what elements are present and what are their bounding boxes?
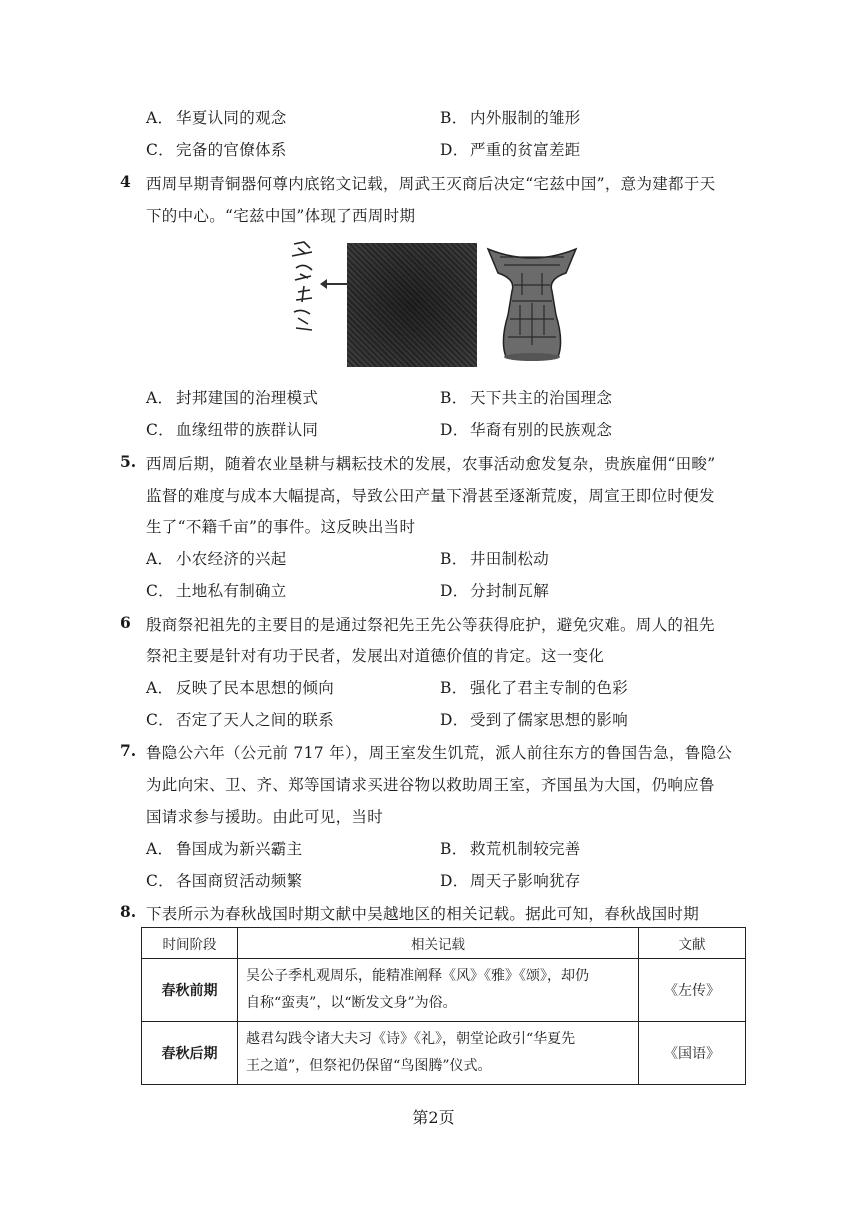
question-text: 西周后期，随着农业垦耕与耦耘技术的发展，农事活动愈发复杂，贵族雇佣“田畯”: [146, 455, 716, 473]
option-c: C． 土地私有制确立: [146, 582, 287, 600]
table-header: 文献: [639, 928, 746, 959]
table-cell-stage: 春秋后期: [142, 1022, 238, 1085]
option-c: C． 血缘纽带的族群认同: [146, 421, 319, 439]
option-a: A． 反映了民本思想的倾向: [146, 679, 335, 697]
option-a: A． 华夏认同的观念: [146, 109, 287, 127]
table-cell-record: 越君勾践令诸大夫习《诗》《礼》，朝堂论政引“华夏先 王之道”，但祭祀仍保留“鸟图腾”仪式。: [238, 1022, 639, 1085]
table-header-row: [142, 928, 746, 959]
table-cell-stage: 春秋前期: [142, 959, 238, 1022]
table-header: 时间阶段: [142, 928, 238, 959]
table-cell-source: 《左传》: [639, 959, 746, 1022]
option-c: C． 否定了天人之间的联系: [146, 711, 335, 729]
option-c: C． 各国商贸活动频繁: [146, 872, 303, 890]
table-row: [142, 959, 746, 1022]
question-text: 殷商祭祀祖先的主要目的是通过祭祀先王先公等获得庇护，避免灾难。周人的祖先: [146, 616, 715, 634]
page-number: 第2页: [412, 1108, 455, 1127]
question-text: 为此向宋、卫、齐、郑等国请求买进谷物以救助周王室，齐国虽为大国，仍响应鲁: [146, 776, 715, 794]
bronze-inscription-rubbing-image: [347, 243, 477, 367]
option-a: A． 小农经济的兴起: [146, 550, 287, 568]
question-text: 生了“不籍千亩”的事件。这反映出当时: [146, 518, 416, 536]
option-b: B． 天下共主的治国理念: [440, 389, 613, 407]
pointer-arrow-icon: [322, 283, 350, 285]
question-text: 鲁隐公六年（公元前 717 年），周王室发生饥荒，派人前往东方的鲁国告急，鲁隐公: [146, 744, 733, 762]
option-b: B． 强化了君主专制的色彩: [440, 679, 629, 697]
question-number: 4: [120, 172, 131, 191]
option-b: B． 内外服制的雏形: [440, 109, 581, 127]
option-a: A． 鲁国成为新兴霸主: [146, 840, 303, 858]
option-b: B． 井田制松动: [440, 550, 550, 568]
option-d: D．受到了儒家思想的影响: [440, 711, 629, 729]
question-number: 8.: [120, 902, 137, 921]
records-table: [141, 927, 746, 1085]
option-c: C． 完备的官僚体系: [146, 141, 287, 159]
table-header: 相关记载: [238, 928, 639, 959]
option-d: D．分封制瓦解: [440, 582, 550, 600]
question-number: 5.: [120, 452, 137, 471]
option-d: D．华裔有别的民族观念: [440, 421, 613, 439]
question-text: 监督的难度与成本大幅提高，导致公田产量下滑甚至逐渐荒废，周宣王即位时便发: [146, 487, 715, 505]
table-cell-record: 吴公子季札观周乐，能精准阐释《风》《雅》《颂》，却仍 自称“蛮夷”，以“断发文身”为俗。: [238, 959, 639, 1022]
table-row: [142, 1022, 746, 1085]
question-text: 下的中心。“宅兹中国”体现了西周时期: [146, 207, 416, 225]
question-text: 下表所示为春秋战国时期文献中吴越地区的相关记载。据此可知，春秋战国时期: [146, 905, 700, 923]
he-zun-vessel-image: [486, 245, 578, 363]
option-d: D．严重的贫富差距: [440, 141, 581, 159]
question-number: 7.: [120, 741, 137, 760]
question-text: 祭祀主要是针对有功于民者，发展出对道德价值的肯定。这一变化: [146, 647, 605, 665]
question-number: 6: [120, 613, 131, 632]
inscription-glyphs-image: [286, 238, 322, 338]
question-text: 西周早期青铜器何尊内底铭文记载，周武王灭商后决定“宅兹中国”，意为建都于天: [146, 175, 716, 193]
option-d: D．周天子影响犹存: [440, 872, 581, 890]
question-text: 国请求参与援助。由此可见，当时: [146, 808, 384, 826]
option-a: A． 封邦建国的治理模式: [146, 389, 319, 407]
table-cell-source: 《国语》: [639, 1022, 746, 1085]
option-b: B． 救荒机制较完善: [440, 840, 581, 858]
